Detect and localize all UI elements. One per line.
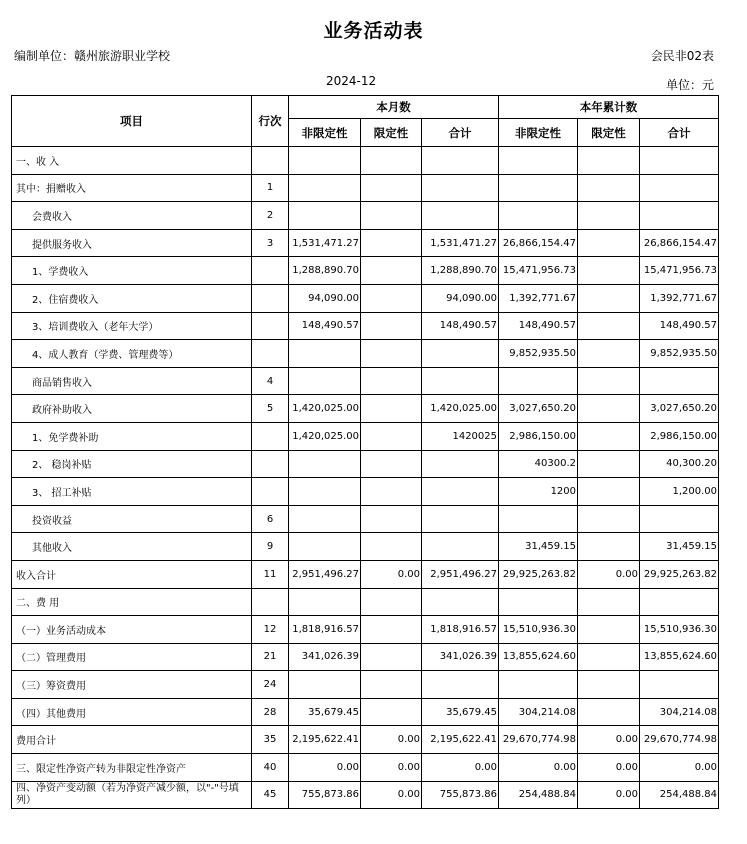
row-month-total	[422, 367, 499, 395]
row-ytd-total: 9,852,935.50	[640, 340, 719, 368]
row-ytd-restricted	[578, 147, 640, 175]
row-month-unrestricted: 341,026.39	[289, 643, 361, 671]
currency-unit: 单位：元	[665, 78, 714, 92]
row-month-total: 35,679.45	[422, 698, 499, 726]
row-month-unrestricted	[289, 533, 361, 561]
row-ytd-restricted	[578, 367, 640, 395]
row-line-number: 5	[252, 395, 289, 423]
row-item: （二）管理费用	[12, 643, 252, 671]
row-item: 4、成人教育（学费、管理费等）	[12, 340, 252, 368]
row-ytd-restricted	[578, 284, 640, 312]
row-ytd-unrestricted: 15,471,956.73	[499, 257, 578, 285]
row-ytd-total: 29,670,774.98	[640, 726, 719, 754]
row-ytd-restricted	[578, 533, 640, 561]
row-ytd-unrestricted: 1200	[499, 478, 578, 506]
row-ytd-total: 0.00	[640, 754, 719, 782]
table-row	[12, 671, 719, 699]
row-line-number	[252, 147, 289, 175]
row-ytd-restricted	[578, 422, 640, 450]
row-ytd-restricted	[578, 588, 640, 616]
table-row	[12, 781, 719, 809]
row-line-number: 4	[252, 367, 289, 395]
table-row	[12, 478, 719, 506]
row-month-total: 341,026.39	[422, 643, 499, 671]
row-month-restricted: 0.00	[361, 560, 422, 588]
row-month-restricted	[361, 147, 422, 175]
row-item: （一）业务活动成本	[12, 616, 252, 644]
row-item: 二、费 用	[12, 588, 252, 616]
row-item: 会费收入	[12, 202, 252, 230]
row-ytd-restricted	[578, 478, 640, 506]
row-ytd-restricted	[578, 698, 640, 726]
header-month: 本月数	[289, 96, 499, 119]
row-ytd-unrestricted: 31,459.15	[499, 533, 578, 561]
row-ytd-restricted	[578, 505, 640, 533]
row-item: 提供服务收入	[12, 229, 252, 257]
row-month-restricted	[361, 395, 422, 423]
row-ytd-unrestricted: 26,866,154.47	[499, 229, 578, 257]
row-item: 收入合计	[12, 560, 252, 588]
row-month-total	[422, 147, 499, 175]
row-month-total: 148,490.57	[422, 312, 499, 340]
row-item: （四）其他费用	[12, 698, 252, 726]
table-row	[12, 754, 719, 782]
row-month-unrestricted: 148,490.57	[289, 312, 361, 340]
row-ytd-unrestricted	[499, 671, 578, 699]
row-month-restricted	[361, 174, 422, 202]
row-line-number: 28	[252, 698, 289, 726]
row-month-restricted	[361, 367, 422, 395]
table-row	[12, 422, 719, 450]
row-ytd-unrestricted	[499, 147, 578, 175]
row-month-unrestricted: 2,195,622.41	[289, 726, 361, 754]
row-item: 其中：捐赠收入	[12, 174, 252, 202]
row-ytd-total: 29,925,263.82	[640, 560, 719, 588]
row-month-restricted	[361, 229, 422, 257]
row-month-unrestricted: 1,288,890.70	[289, 257, 361, 285]
row-item: 3、 招工补贴	[12, 478, 252, 506]
row-month-total	[422, 450, 499, 478]
table-row	[12, 698, 719, 726]
row-month-total	[422, 671, 499, 699]
form-code: 会民非02表	[650, 49, 714, 63]
row-month-unrestricted	[289, 505, 361, 533]
row-line-number: 45	[252, 781, 289, 809]
row-line-number	[252, 284, 289, 312]
row-line-number: 40	[252, 754, 289, 782]
row-month-restricted	[361, 533, 422, 561]
row-line-number	[252, 312, 289, 340]
row-month-total	[422, 174, 499, 202]
row-ytd-unrestricted: 148,490.57	[499, 312, 578, 340]
row-ytd-restricted: 0.00	[578, 726, 640, 754]
row-month-restricted	[361, 202, 422, 230]
row-ytd-total	[640, 202, 719, 230]
row-month-unrestricted	[289, 174, 361, 202]
row-month-total	[422, 478, 499, 506]
row-line-number	[252, 257, 289, 285]
table-row	[12, 202, 719, 230]
row-ytd-unrestricted: 1,392,771.67	[499, 284, 578, 312]
row-month-total	[422, 533, 499, 561]
table-row	[12, 257, 719, 285]
row-month-total: 1420025	[422, 422, 499, 450]
row-ytd-restricted	[578, 229, 640, 257]
row-month-restricted	[361, 505, 422, 533]
row-ytd-total: 1,392,771.67	[640, 284, 719, 312]
header-line: 行次	[252, 96, 289, 147]
row-ytd-total	[640, 505, 719, 533]
header-month-unrestricted: 非限定性	[289, 119, 361, 147]
row-month-restricted	[361, 450, 422, 478]
row-ytd-unrestricted	[499, 174, 578, 202]
row-line-number: 2	[252, 202, 289, 230]
row-ytd-unrestricted: 9,852,935.50	[499, 340, 578, 368]
row-ytd-unrestricted: 304,214.08	[499, 698, 578, 726]
row-month-unrestricted: 1,818,916.57	[289, 616, 361, 644]
row-line-number: 35	[252, 726, 289, 754]
row-month-unrestricted	[289, 202, 361, 230]
row-ytd-restricted	[578, 312, 640, 340]
row-ytd-restricted	[578, 340, 640, 368]
row-ytd-total: 3,027,650.20	[640, 395, 719, 423]
row-item: 2、住宿费收入	[12, 284, 252, 312]
report-title: 业务活动表	[323, 20, 424, 42]
row-month-total	[422, 588, 499, 616]
table-row	[12, 505, 719, 533]
row-ytd-total: 2,986,150.00	[640, 422, 719, 450]
row-line-number	[252, 588, 289, 616]
row-month-unrestricted	[289, 478, 361, 506]
row-month-restricted	[361, 422, 422, 450]
row-item: 费用合计	[12, 726, 252, 754]
row-month-unrestricted: 1,420,025.00	[289, 395, 361, 423]
table-row	[12, 588, 719, 616]
row-item: 其他收入	[12, 533, 252, 561]
row-ytd-total	[640, 671, 719, 699]
row-month-total: 2,195,622.41	[422, 726, 499, 754]
row-ytd-unrestricted	[499, 367, 578, 395]
row-ytd-total	[640, 367, 719, 395]
row-ytd-unrestricted	[499, 505, 578, 533]
row-month-unrestricted	[289, 340, 361, 368]
row-month-total: 1,288,890.70	[422, 257, 499, 285]
row-month-total: 1,531,471.27	[422, 229, 499, 257]
row-ytd-unrestricted	[499, 588, 578, 616]
row-month-restricted	[361, 284, 422, 312]
row-line-number: 11	[252, 560, 289, 588]
table-row	[12, 174, 719, 202]
row-month-unrestricted: 2,951,496.27	[289, 560, 361, 588]
table-row	[12, 284, 719, 312]
row-ytd-unrestricted: 13,855,624.60	[499, 643, 578, 671]
report-period: 2024-12	[326, 74, 377, 88]
business-activity-table	[11, 95, 719, 809]
row-ytd-total: 1,200.00	[640, 478, 719, 506]
row-ytd-total	[640, 174, 719, 202]
row-ytd-total: 15,471,956.73	[640, 257, 719, 285]
row-ytd-restricted	[578, 643, 640, 671]
row-ytd-total	[640, 588, 719, 616]
row-ytd-restricted: 0.00	[578, 781, 640, 809]
row-item: 投资收益	[12, 505, 252, 533]
row-ytd-restricted	[578, 174, 640, 202]
row-month-restricted	[361, 643, 422, 671]
row-ytd-restricted: 0.00	[578, 560, 640, 588]
row-line-number: 3	[252, 229, 289, 257]
row-month-total: 2,951,496.27	[422, 560, 499, 588]
row-month-total: 94,090.00	[422, 284, 499, 312]
row-ytd-restricted	[578, 202, 640, 230]
row-month-total: 755,873.86	[422, 781, 499, 809]
row-line-number: 9	[252, 533, 289, 561]
row-month-restricted	[361, 478, 422, 506]
row-month-restricted	[361, 616, 422, 644]
row-item: 商品销售收入	[12, 367, 252, 395]
row-line-number: 12	[252, 616, 289, 644]
table-row	[12, 340, 719, 368]
header-ytd-total: 合计	[640, 119, 719, 147]
row-month-unrestricted: 1,420,025.00	[289, 422, 361, 450]
row-ytd-restricted	[578, 671, 640, 699]
row-item: 1、学费收入	[12, 257, 252, 285]
row-month-total	[422, 340, 499, 368]
table-row	[12, 312, 719, 340]
table-row	[12, 533, 719, 561]
table-row	[12, 616, 719, 644]
row-ytd-total: 13,855,624.60	[640, 643, 719, 671]
row-month-unrestricted	[289, 450, 361, 478]
row-month-restricted	[361, 312, 422, 340]
row-month-restricted: 0.00	[361, 726, 422, 754]
table-row	[12, 395, 719, 423]
row-month-restricted	[361, 588, 422, 616]
table-row	[12, 643, 719, 671]
table-row	[12, 450, 719, 478]
row-ytd-restricted	[578, 395, 640, 423]
row-ytd-unrestricted: 254,488.84	[499, 781, 578, 809]
row-ytd-total: 304,214.08	[640, 698, 719, 726]
row-item: 3、培训费收入（老年大学）	[12, 312, 252, 340]
row-ytd-restricted	[578, 450, 640, 478]
row-line-number: 21	[252, 643, 289, 671]
table-body	[12, 147, 719, 809]
header-month-restricted: 限定性	[361, 119, 422, 147]
row-month-unrestricted	[289, 367, 361, 395]
row-ytd-total: 40,300.20	[640, 450, 719, 478]
row-month-unrestricted	[289, 147, 361, 175]
row-month-total: 1,818,916.57	[422, 616, 499, 644]
row-ytd-total	[640, 147, 719, 175]
row-ytd-total: 15,510,936.30	[640, 616, 719, 644]
row-month-unrestricted	[289, 588, 361, 616]
row-item: 三、限定性净资产转为非限定性净资产	[12, 754, 252, 782]
row-month-unrestricted: 1,531,471.27	[289, 229, 361, 257]
reporting-entity: 编制单位：赣州旅游职业学校	[14, 49, 171, 63]
row-ytd-total: 31,459.15	[640, 533, 719, 561]
row-month-total	[422, 505, 499, 533]
row-ytd-restricted: 0.00	[578, 754, 640, 782]
row-ytd-unrestricted: 2,986,150.00	[499, 422, 578, 450]
header-month-total: 合计	[422, 119, 499, 147]
row-line-number	[252, 340, 289, 368]
row-ytd-unrestricted: 0.00	[499, 754, 578, 782]
row-item: 1、免学费补助	[12, 422, 252, 450]
row-month-restricted	[361, 671, 422, 699]
row-month-restricted	[361, 257, 422, 285]
table-row	[12, 147, 719, 175]
header-ytd-restricted: 限定性	[578, 119, 640, 147]
row-item: 四、净资产变动额（若为净资产减少额，以"-"号填列）	[12, 781, 252, 809]
row-line-number: 6	[252, 505, 289, 533]
row-month-unrestricted: 94,090.00	[289, 284, 361, 312]
row-month-restricted	[361, 698, 422, 726]
row-month-restricted	[361, 340, 422, 368]
row-month-unrestricted	[289, 671, 361, 699]
header-ytd-unrestricted: 非限定性	[499, 119, 578, 147]
row-ytd-unrestricted: 15,510,936.30	[499, 616, 578, 644]
row-month-restricted: 0.00	[361, 754, 422, 782]
row-ytd-unrestricted: 29,925,263.82	[499, 560, 578, 588]
table-row	[12, 229, 719, 257]
row-ytd-total: 148,490.57	[640, 312, 719, 340]
row-month-unrestricted: 0.00	[289, 754, 361, 782]
row-line-number: 24	[252, 671, 289, 699]
row-ytd-total: 26,866,154.47	[640, 229, 719, 257]
row-ytd-total: 254,488.84	[640, 781, 719, 809]
row-month-unrestricted: 35,679.45	[289, 698, 361, 726]
row-month-total	[422, 202, 499, 230]
row-line-number	[252, 422, 289, 450]
row-ytd-restricted	[578, 616, 640, 644]
header-item: 项目	[12, 96, 252, 147]
row-ytd-restricted	[578, 257, 640, 285]
row-month-unrestricted: 755,873.86	[289, 781, 361, 809]
row-month-total: 0.00	[422, 754, 499, 782]
table-row	[12, 367, 719, 395]
row-ytd-unrestricted: 3,027,650.20	[499, 395, 578, 423]
row-ytd-unrestricted: 29,670,774.98	[499, 726, 578, 754]
row-line-number	[252, 450, 289, 478]
row-ytd-unrestricted: 40300.2	[499, 450, 578, 478]
row-month-restricted: 0.00	[361, 781, 422, 809]
row-line-number: 1	[252, 174, 289, 202]
row-ytd-unrestricted	[499, 202, 578, 230]
row-month-total: 1,420,025.00	[422, 395, 499, 423]
table-row	[12, 560, 719, 588]
header-ytd: 本年累计数	[499, 96, 719, 119]
row-item: 政府补助收入	[12, 395, 252, 423]
row-item: 2、 稳岗补贴	[12, 450, 252, 478]
row-item: 一、收 入	[12, 147, 252, 175]
row-item: （三）筹资费用	[12, 671, 252, 699]
row-line-number	[252, 478, 289, 506]
table-row	[12, 726, 719, 754]
